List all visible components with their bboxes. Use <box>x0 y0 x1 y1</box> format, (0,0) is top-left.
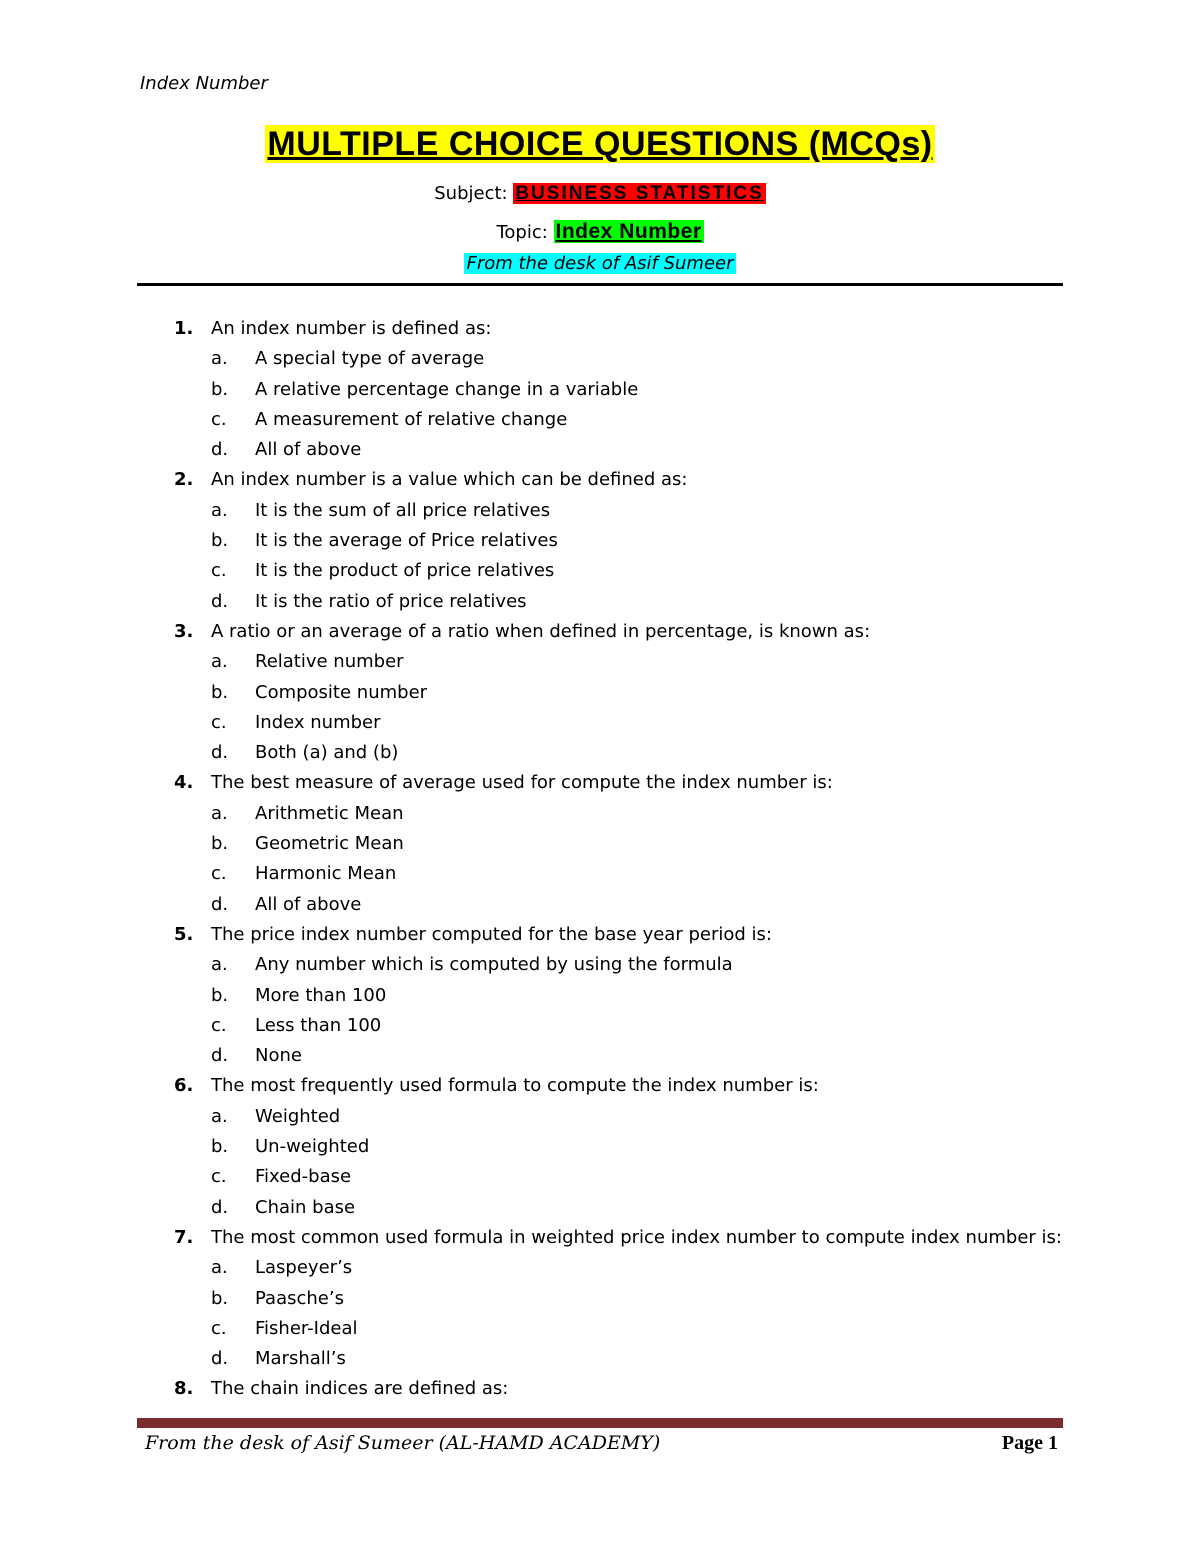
option-row <box>0 344 1200 374</box>
option-text: Composite number <box>255 681 428 703</box>
option-letter: b. <box>211 1287 229 1309</box>
option-text: It is the ratio of price relatives <box>255 590 527 612</box>
option-letter: c. <box>211 1166 227 1188</box>
subject-line <box>0 183 1200 205</box>
question-text: An index number is defined as: <box>211 318 492 339</box>
option-letter: c. <box>211 408 227 430</box>
option-letter: b. <box>211 530 229 552</box>
option-text: Arithmetic Mean <box>255 802 404 824</box>
topic-line <box>0 220 1200 244</box>
option-text: Harmonic Mean <box>255 863 397 885</box>
option-letter: a. <box>211 651 228 673</box>
question-number: 2. <box>174 469 194 491</box>
option-row <box>0 981 1200 1011</box>
option-row <box>0 647 1200 677</box>
title-divider <box>137 283 1063 286</box>
option-row <box>0 678 1200 708</box>
option-row <box>0 1102 1200 1132</box>
option-row <box>0 950 1200 980</box>
footer-credit: From the desk of Asif Sumeer (AL-HAMD ACADEMY) <box>145 1432 661 1454</box>
option-letter: b. <box>211 681 229 703</box>
question-row <box>0 617 1200 647</box>
author-line <box>0 253 1200 274</box>
option-letter: d. <box>211 893 229 915</box>
option-row <box>0 1011 1200 1041</box>
question-number: 8. <box>174 1378 194 1400</box>
running-header: Index Number <box>140 73 268 94</box>
author-text: From the desk of Asif Sumeer <box>466 253 734 274</box>
option-text: All of above <box>255 439 362 461</box>
option-text: None <box>255 1045 302 1067</box>
option-text: It is the sum of all price relatives <box>255 499 551 521</box>
option-row <box>0 375 1200 405</box>
option-row <box>0 435 1200 465</box>
option-row <box>0 859 1200 889</box>
question-number: 5. <box>174 923 194 945</box>
question-number: 3. <box>174 620 194 642</box>
option-row <box>0 587 1200 617</box>
option-text: More than 100 <box>255 984 387 1006</box>
question-text: The chain indices are defined as: <box>211 1378 509 1400</box>
option-row <box>0 556 1200 586</box>
option-text: Both (a) and (b) <box>255 742 399 764</box>
option-text: Geometric Mean <box>255 833 404 855</box>
option-letter: c. <box>211 560 227 582</box>
option-letter: d. <box>211 590 229 612</box>
option-text: Any number which is computed by using the formula <box>255 954 733 976</box>
option-letter: b. <box>211 378 229 400</box>
option-text: It is the average of Price relatives <box>255 530 558 552</box>
subject-label: Subject: <box>434 183 508 204</box>
question-text: The most common used formula in weighted price index number to compute index number is: <box>211 1226 1062 1248</box>
topic-label: Topic: <box>496 222 548 243</box>
question-text: The best measure of average used for compute the index number is: <box>211 772 833 794</box>
option-row <box>0 1041 1200 1071</box>
option-row <box>0 708 1200 738</box>
option-row <box>0 1162 1200 1192</box>
document-title: MULTIPLE CHOICE QUESTIONS (MCQs) <box>267 125 933 163</box>
option-letter: d. <box>211 1045 229 1067</box>
question-row <box>0 920 1200 950</box>
question-row <box>0 1071 1200 1101</box>
topic-value: Index Number <box>555 220 702 243</box>
question-text: A ratio or an average of a ratio when defined in percentage, is known as: <box>211 620 871 642</box>
option-text: All of above <box>255 893 362 915</box>
option-letter: a. <box>211 802 228 824</box>
question-number: 1. <box>174 318 194 339</box>
option-row <box>0 526 1200 556</box>
option-row <box>0 890 1200 920</box>
option-row <box>0 1344 1200 1374</box>
question-list <box>0 314 1200 1405</box>
option-letter: d. <box>211 1196 229 1218</box>
question-row <box>0 1223 1200 1253</box>
question-row <box>0 1374 1200 1404</box>
option-text: A relative percentage change in a variable <box>255 378 639 400</box>
option-letter: c. <box>211 711 227 733</box>
option-row <box>0 1132 1200 1162</box>
question-text: The price index number computed for the base year period is: <box>211 923 772 945</box>
option-letter: b. <box>211 833 229 855</box>
question-text: The most frequently used formula to compute the index number is: <box>211 1075 819 1097</box>
question-number: 6. <box>174 1075 194 1097</box>
option-letter: c. <box>211 1014 227 1036</box>
option-row <box>0 738 1200 768</box>
question-row <box>0 768 1200 798</box>
option-row <box>0 829 1200 859</box>
option-letter: a. <box>211 348 228 370</box>
option-text: Index number <box>255 711 381 733</box>
option-letter: d. <box>211 742 229 764</box>
option-text: Less than 100 <box>255 1014 382 1036</box>
option-letter: d. <box>211 439 229 461</box>
option-text: Paasche’s <box>255 1287 344 1309</box>
question-text: An index number is a value which can be defined as: <box>211 469 688 491</box>
option-row <box>0 1284 1200 1314</box>
option-letter: a. <box>211 954 228 976</box>
footer-divider <box>137 1418 1063 1428</box>
option-row <box>0 1193 1200 1223</box>
option-text: Marshall’s <box>255 1348 346 1370</box>
question-number: 7. <box>174 1226 194 1248</box>
option-text: Weighted <box>255 1105 341 1127</box>
option-letter: d. <box>211 1348 229 1370</box>
option-letter: b. <box>211 984 229 1006</box>
option-row <box>0 1253 1200 1283</box>
question-row <box>0 314 1200 344</box>
question-number: 4. <box>174 772 194 794</box>
option-row <box>0 496 1200 526</box>
option-text: Fisher-Ideal <box>255 1317 358 1339</box>
subject-value: BUSINESS STATISTICS <box>515 183 764 204</box>
option-row <box>0 1314 1200 1344</box>
option-row <box>0 799 1200 829</box>
option-text: Chain base <box>255 1196 356 1218</box>
option-text: Un-weighted <box>255 1136 370 1158</box>
page-number: Page 1 <box>1001 1432 1058 1454</box>
option-letter: b. <box>211 1136 229 1158</box>
option-text: Relative number <box>255 651 404 673</box>
option-text: Fixed-base <box>255 1166 352 1188</box>
option-text: A measurement of relative change <box>255 408 568 430</box>
option-letter: a. <box>211 499 228 521</box>
option-letter: a. <box>211 1105 228 1127</box>
question-row <box>0 465 1200 495</box>
option-text: Laspeyer’s <box>255 1257 353 1279</box>
option-row <box>0 405 1200 435</box>
option-letter: c. <box>211 863 227 885</box>
option-letter: a. <box>211 1257 228 1279</box>
document-title-block <box>0 125 1200 164</box>
option-text: A special type of average <box>255 348 485 370</box>
option-letter: c. <box>211 1317 227 1339</box>
option-text: It is the product of price relatives <box>255 560 555 582</box>
